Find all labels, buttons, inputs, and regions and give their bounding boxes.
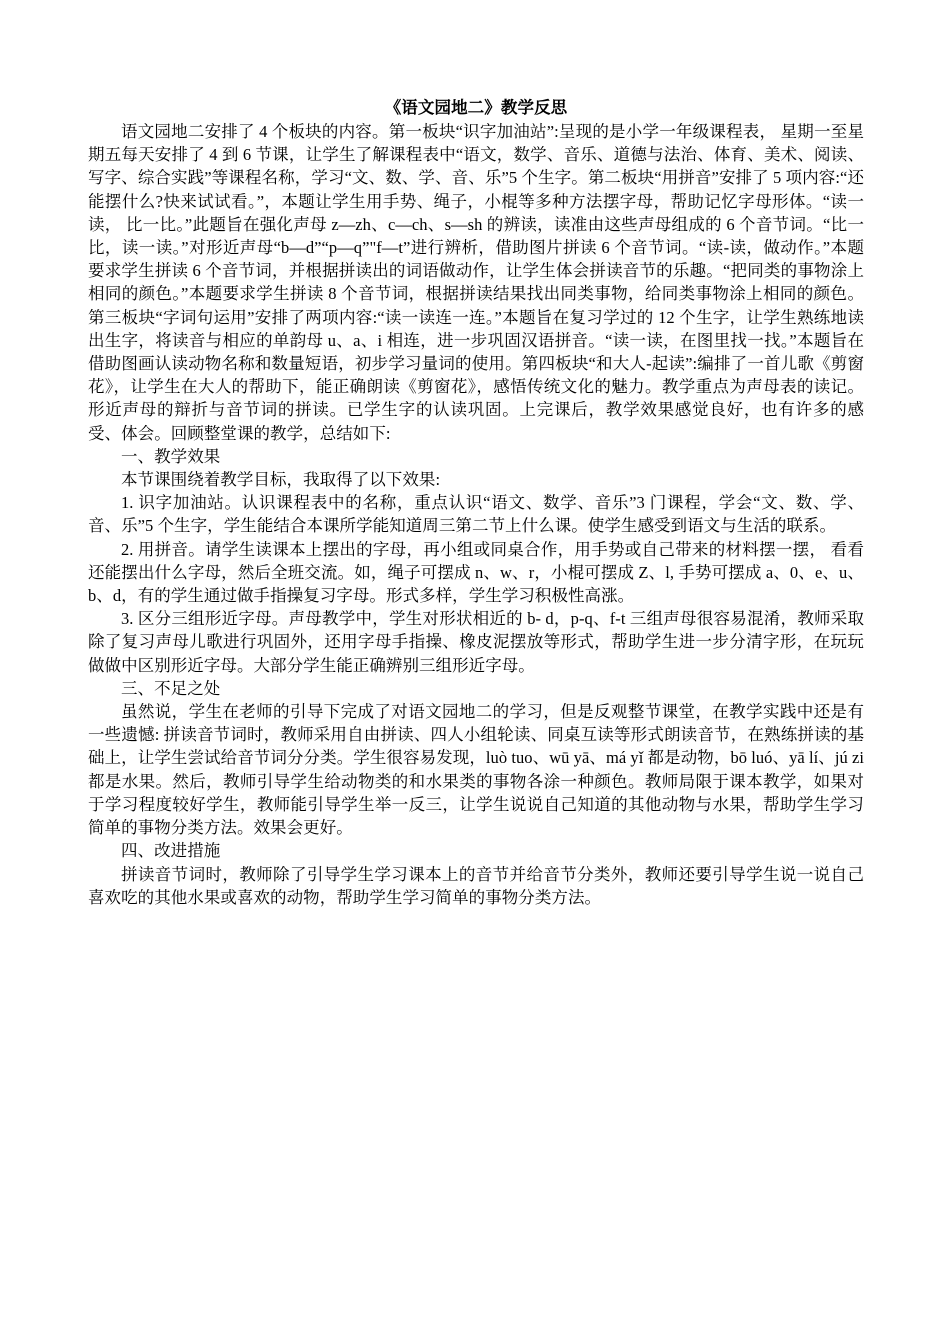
document-body [88, 96, 864, 909]
paragraph-intro: 语文园地二安排了 4 个板块的内容。第一板块“识字加油站”:呈现的是小学一年级课程表， 星期一至星期五每天安排了 4 到 6 节课，让学生了解课程表中“语文，数学、音乐、道德与法治、体育、美术、阅读、写字、综合实践”等课程名称，学习“文、数、学、音、乐”5 个生字。第二板块“用拼音”安排了 5 项内容:“还能摆什么?快来试试看。”，本题让学生用手势、绳子，小棍等多种方法摆字母，帮助记忆字母形体。“读一读， 比一比。”此题旨在强化声母 z—zh、c—ch、s—sh 的辨读，读准由这些声母组成的 6 个音节词。“比一比，读一读。”对形近声母“b—d”“p—q”"f—t”进行辨析，借助图片拼读 6 个音节词。“读-读，做动作。”本题要求学生拼读 6 个音节词，并根据拼读出的词语做动作，让学生体会拼读音节的乐趣。“把同类的事物涂上相同的颜色。”本题要求学生拼读 8 个音节词，根据拼读结果找出同类事物，给同类事物涂上相同的颜色。第三板块“字词句运用”安排了两项内容:“读一读连一连。”本题旨在复习学过的 12 个生字，让学生熟练地读出生字，将读音与相应的单韵母 u、a、i 相连，进一步巩固汉语拼音。“读一读，在图里找一找。”本题旨在借助图画认读动物名称和数量短语，初步学习量词的使用。第四板块“和大人-起读”:编排了一首儿歌《剪窗花》，让学生在大人的帮助下，能正确朗读《剪窗花》，感悟传统文化的魅力。教学重点为声母表的读记。 形近声母的辩折与音节词的拼读。已学生字的认读巩固。上完课后，教学效果感觉良好，也有许多的感受、体会。回顾整堂课的教学，总结如下: [88, 122, 864, 443]
paragraph-point-3: 3. 区分三组形近字母。声母教学中，学生对形状相近的 b- d，p-q、f-t 三组声母很容易混淆，教师采取除了复习声母儿歌进行巩固外，还用字母手指操、橡皮泥摆放等形式，帮助学生进一步分清字形，在玩玩做做中区别形近字母。大部分学生能正确辨别三组形近字母。 [88, 609, 864, 675]
paragraph-point-1: 1. 识字加油站。认识课程表中的名称，重点认识“语文、数学、音乐”3 门课程，学会“文、数、学、音、乐”5 个生字，学生能结合本课所学能知道周三第二节上什么课。使学生感受到语文与生活的联系。 [88, 493, 864, 536]
section-heading-4: 四、改进措施 [121, 841, 221, 861]
section-heading-3: 三、不足之处 [121, 678, 221, 698]
paragraph-section-4-body: 拼读音节词时，教师除了引导学生学习课本上的音节并给音节分类外，教师还要引导学生说一说自己喜欢吃的其他水果或喜欢的动物，帮助学生学习简单的事物分类方法。 [88, 864, 864, 907]
paragraph-section-3-body: 虽然说，学生在老师的引导下完成了对语文园地二的学习，但是反观整节课堂，在教学实践中还是有一些遗憾: 拼读音节词时，教师采用自由拼读、四人小组轮读、同桌互读等形式朗读音节，在熟练拼读的基础上，让学生尝试给音节词分分类。学生很容易发现，luò tuo、wū yā、má yǐ 都是动物，bō luó、yā lí、jú zi 都是水果。然后，教师引导学生给动物类的和水果类的事物各涂一种颜色。教师局限于课本教学，如果对于学习程度较好学生，教师能引导学生举一反三，让学生说说自己知道的其他动物与水果，帮助学生学习简单的事物分类方法。效果会更好。 [88, 702, 864, 838]
paragraph-point-2: 2. 用拼音。请学生读课本上摆出的字母，再小组或同桌合作，用手势或自己带来的材料摆一摆， 看看还能摆出什么字母，然后全班交流。如，绳子可摆成 n、w、r，小棍可摆成 Z、l, 手势可摆成 a、0、e、u、b、d，有的学生通过做手指操复习字母。形式多样，学生学习积极性高涨。 [88, 539, 864, 606]
section-heading-1: 一、教学效果 [121, 446, 221, 466]
paragraph-section-1-lead: 本节课围绕着教学目标，我取得了以下效果: [121, 470, 441, 490]
page-title: 《语文园地二》教学反思 [384, 98, 568, 117]
